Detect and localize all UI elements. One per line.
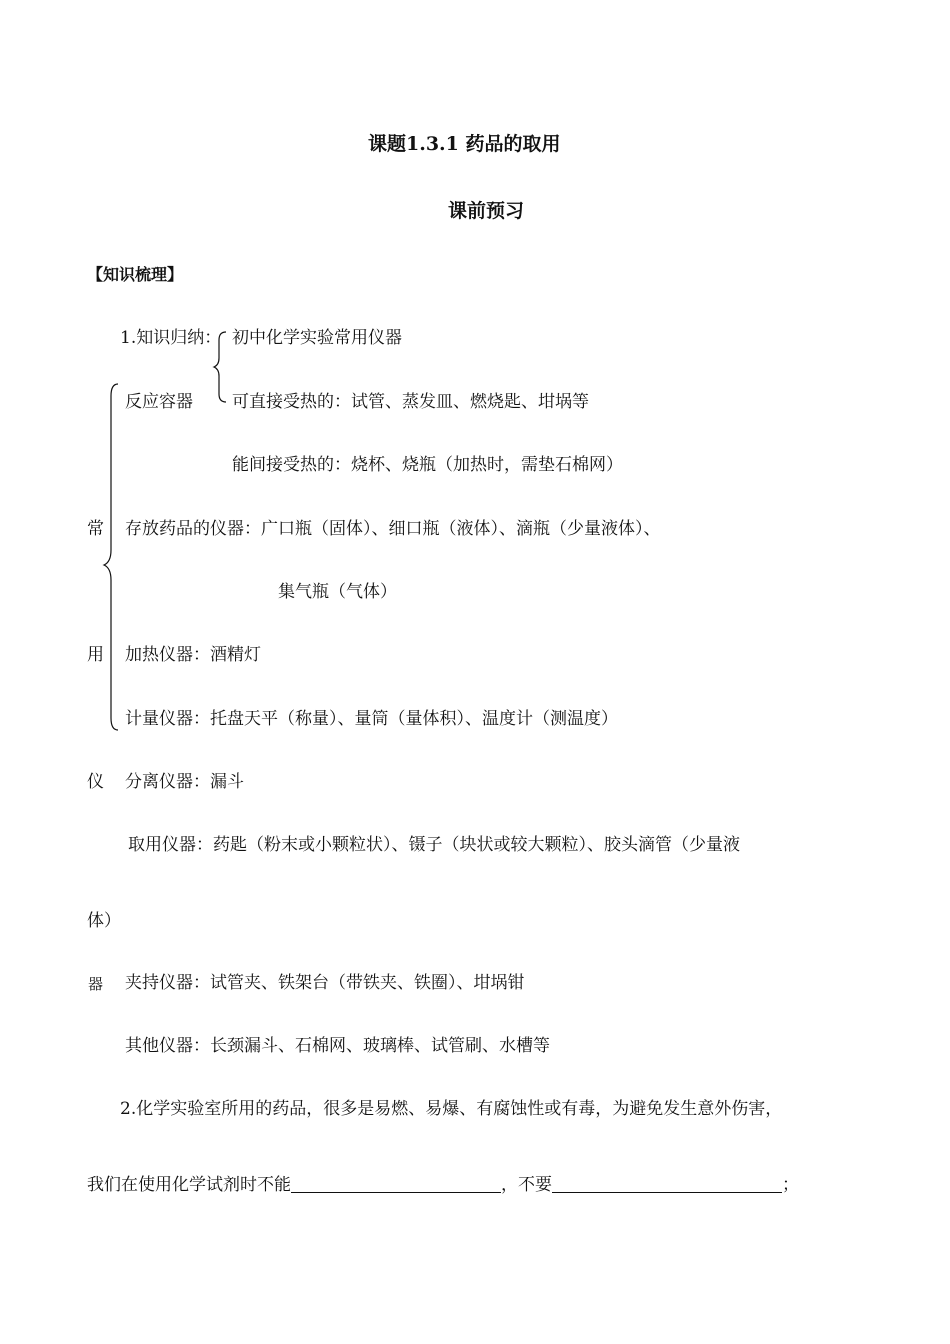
direct-heat-line: 可直接受热的：试管、蒸发皿、燃烧匙、坩埚等 [232, 392, 589, 412]
item2-line1: 2.化学实验室所用的药品，很多是易燃、易爆、有腐蚀性或有毒，为避免发生意外伤害， [120, 1099, 783, 1119]
small-brace-icon [212, 330, 232, 410]
item2-line2 [87, 1175, 799, 1195]
item2-text-b: ，不要 [501, 1175, 552, 1195]
answer-blank-1[interactable] [291, 1176, 501, 1193]
side-char-yi: 仪 [87, 772, 104, 792]
other-line: 其他仪器：长颈漏斗、石棉网、玻璃棒、试管刷、水槽等 [125, 1036, 550, 1056]
storage-continuation: 集气瓶（气体） [278, 582, 397, 602]
reaction-vessel-label: 反应容器 [125, 392, 193, 412]
side-char-yong: 用 [87, 645, 104, 665]
answer-blank-2[interactable] [552, 1176, 782, 1193]
instrument-category-heading: 初中化学实验常用仪器 [232, 328, 402, 348]
holding-line: 夹持仪器：试管夹、铁架台（带铁夹、铁圈）、坩埚钳 [125, 973, 525, 993]
separation-line: 分离仪器：漏斗 [125, 772, 244, 792]
item1-label: 1.知识归纳： [120, 328, 222, 348]
page-title: 课题1.3.1 药品的取用 [368, 133, 561, 155]
page-subtitle: 课前预习 [448, 200, 525, 222]
indirect-heat-line: 能间接受热的：烧杯、烧瓶（加热时，需垫石棉网） [232, 455, 623, 475]
side-char-chang: 常 [87, 519, 104, 539]
measuring-line: 计量仪器：托盘天平（称量）、量筒（量体积）、温度计（测温度） [125, 709, 618, 729]
storage-line: 存放药品的仪器：广口瓶（固体）、细口瓶（液体）、滴瓶（少量液体）、 [125, 519, 661, 539]
section-heading: 【知识梳理】 [87, 265, 184, 284]
taking-line: 取用仪器：药匙（粉末或小颗粒状）、镊子（块状或较大颗粒）、胶头滴管（少量液 [128, 835, 740, 855]
side-char-qi: 器 [88, 975, 104, 993]
heating-line: 加热仪器：酒精灯 [125, 645, 261, 665]
item2-text-a: 我们在使用化学试剂时不能 [87, 1175, 291, 1195]
item2-text-c: ； [782, 1175, 799, 1195]
large-brace-icon [102, 382, 122, 742]
taking-continuation: 体） [87, 911, 121, 931]
